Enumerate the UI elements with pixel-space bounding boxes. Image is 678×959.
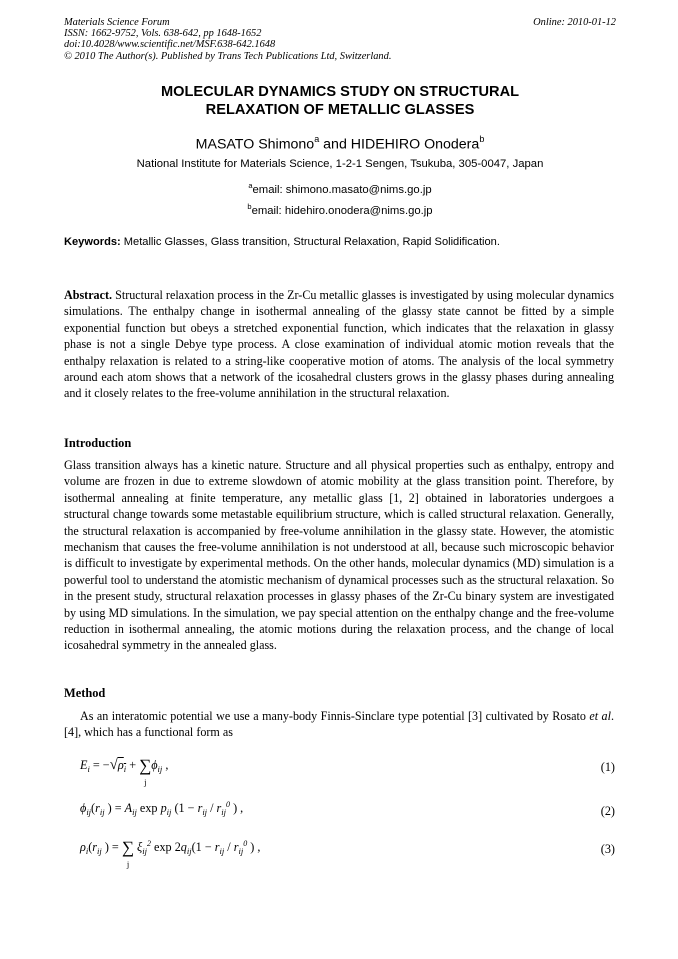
email-a [64,179,616,197]
introduction-text: Glass transition always has a kinetic nature. Structure and all physical properties such as enthalpy, entropy and volume are frozen in due to extreme slowdown of atomic mobility at the glass transition point. Therefore, by isothermal annealing at finite temperature, any metallic glass [1, 2] obtained in laboratories undergoes a structural change towards some metastable equilibrium structure, which is called structural relaxation. Generally, the structural relaxation is accompanied by free-volume annihilation in the glassy state. However, the atomistic mechanism that causes the free-volume annihilation is not understood at all, because such microscopic behavior is difficult to investigate by experimental methods. On the other hands, molecular dynamics (MD) simulation is a powerful tool to understand the atomistic mechanism of dynamical processes such as the structural relaxation. So in the present study, structural relaxation processes in glassy phases of the Zr-Cu binary system are investigated by using MD simulations. In the simulation, we pay special attention on the enthalpy change and the free-volume reduction in isothermal annealing, the atomic motions during the relaxation process, and the change of local icosahedral symmetry in the annealed glass. [64,458,614,653]
issn-line: ISSN: 1662-9752, Vols. 638-642, pp 1648-1652 [64,28,262,40]
email-b-text: email: hidehiro.onodera@nims.go.jp [251,204,433,217]
equation-1: $E_i = -√\rho_i$ + ∑ j $\phi_{ij}$ , [80,756,169,787]
email-b [64,200,616,218]
equation-2: $\phi_{ij}(r_{ij}$ ) = $A_{ij}$ $\exp p_{ij}$ ($1 - r_{ij} / r_{ij}^0$ ) , [80,800,244,817]
journal-header [64,17,616,62]
doi-line: doi:10.4028/www.scientific.net/MSF.638-642.1648 [64,39,276,51]
author-1-mark: a [314,134,320,144]
author-1: MASATO Shimono [195,136,315,153]
keywords [64,235,616,249]
keywords-label: Keywords: [64,236,121,248]
keywords-text: Metallic Glasses, Glass transition, Structural Relaxation, Rapid Solidification. [120,236,500,248]
method-text-before: As an interatomic potential we use a many-body Finnis-Sinclare type potential [3] cultivated by Rosato [80,709,590,723]
journal-name: Materials Science Forum [64,17,170,28]
introduction-heading: Introduction [64,436,132,450]
equation-3-number: (3) [600,842,615,856]
method-heading: Method [64,686,106,700]
method-text-after: . [4], which has a functional form as [64,709,614,740]
method-text [64,708,614,741]
author-2-mark: b [479,134,485,144]
email-b-mark: b [247,202,252,211]
abstract-text: Structural relaxation process in the Zr-Cu metallic glasses is investigated by using molecular dynamics simulations. The enthalpy change in isothermal annealing of the glassy state cannot be fitted by a simple exponential function but obeys a stretched exponential function, which indicates that the relaxation in glassy phase is not a single Debye type process. A close examination of individual atomic motion reveals that the enthalpy relaxation is related to a string-like cooperative motion of atoms. The analysis of the local symmetry around each atom shows that a network of the icosahedral clusters grows in the glassy phases during annealing and it closely relates to the free-volume annihilation in the structural relaxation. [64,288,614,401]
method-etal: et al [589,709,611,723]
abstract-label: Abstract. [64,288,113,302]
equation-2-number: (2) [600,804,615,818]
email-a-text: email: shimono.masato@nims.go.jp [252,183,432,196]
equation-3: $\rho_i(r_{ij}$ ) = ∑ j $\xi_{ij}^2$ $\exp 2q_{ij}(1 - r_{ij} / r_{ij}^0$ ) , [80,838,261,869]
email-a-mark: a [248,181,253,190]
copyright-line: © 2010 The Author(s). Published by Trans Tech Publications Ltd, Switzerland. [64,50,392,62]
title-line-1: MOLECULAR DYNAMICS STUDY ON STRUCTURAL [160,84,520,100]
online-date: Online: 2010-01-12 [533,17,616,28]
title-line-2: RELAXATION OF METALLIC GLASSES [205,102,475,118]
equation-1-number: (1) [600,760,615,774]
abstract [64,287,614,402]
author-list [64,131,616,154]
affiliation: National Institute for Materials Science, 1-2-1 Sengen, Tsukuba, 305-0047, Japan [136,158,544,170]
author-joiner: and [319,136,351,153]
author-2: HIDEHIRO Onodera [350,136,480,153]
paper-title [64,83,616,119]
